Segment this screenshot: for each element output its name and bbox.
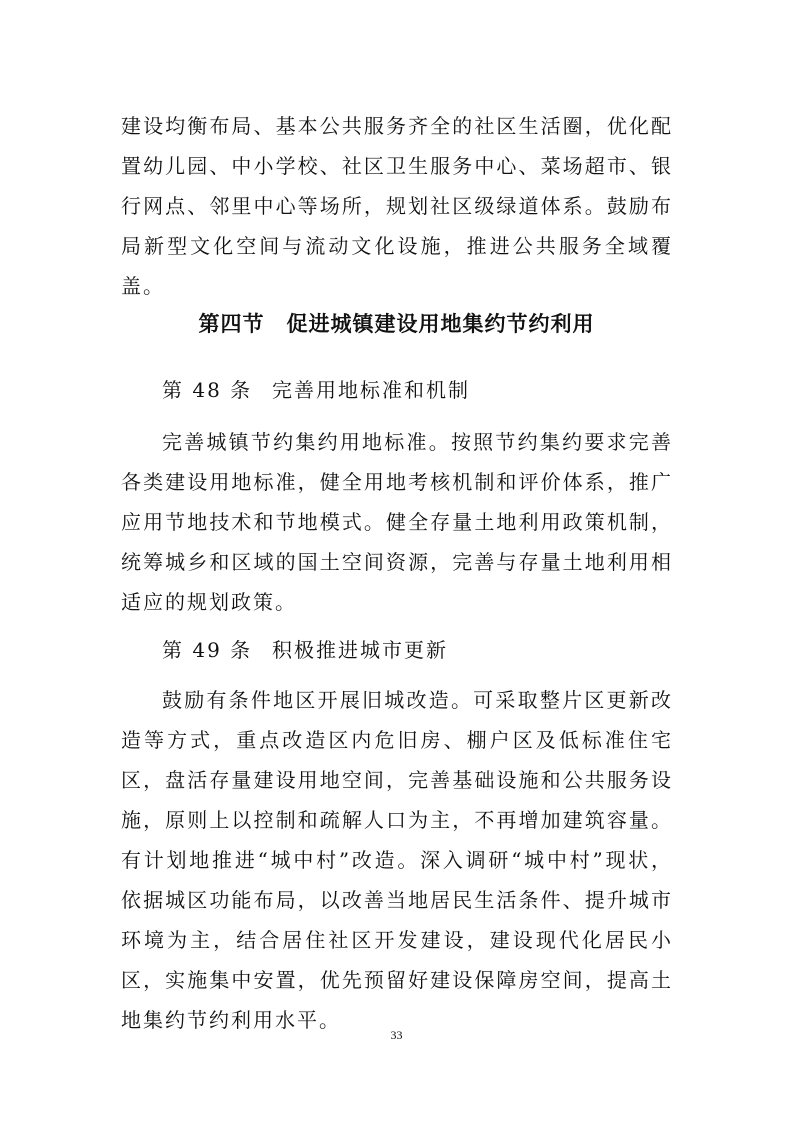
section-number: 第四节 <box>198 312 265 336</box>
article-number: 第 49 条 <box>162 638 253 662</box>
article-number: 第 48 条 <box>162 378 253 402</box>
article-title: 完善用地标准和机制 <box>272 378 470 402</box>
article-body-text: 完善城镇节约集约用地标准。按照节约集约要求完善各类建设用地标准，健全用地考核机制和评价体系，推广应用节地技术和节地模式。健全存量土地利用政策机制，统筹城乡和区域的国土空间资源，完善与存量土地利用相适应的规划政策。 <box>121 430 673 614</box>
section-heading <box>0 308 793 338</box>
article-title: 积极推进城市更新 <box>272 638 448 662</box>
article-body-text: 鼓励有条件地区开展旧城改造。可采取整片区更新改造等方式，重点改造区内危旧房、棚户区及低标准住宅区，盘活存量建设用地空间，完善基础设施和公共服务设施，原则上以控制和疏解人口为主，不再增加建筑容量。有计划地推进“城中村”改造。深入调研“城中村”现状，依据城区功能布局，以改善当地居民生活条件、提升城市环境为主，结合居住社区开发建设，建设现代化居民小区，实施集中安置，优先预留好建设保障房空间，提高土地集约节约利用水平。 <box>121 688 673 1032</box>
intro-paragraph: 建设均衡布局、基本公共服务齐全的社区生活圈，优化配置幼儿园、中小学校、社区卫生服务中心、菜场超市、银行网点、邻里中心等场所，规划社区级绿道体系。鼓励布局新型文化空间与流动文化设施，推进公共服务全域覆盖。 <box>121 114 673 298</box>
section-title: 促进城镇建设用地集约节约利用 <box>286 312 595 336</box>
article-48-body <box>121 422 673 622</box>
article-48-heading <box>162 370 470 410</box>
page-number: 33 <box>390 1028 403 1042</box>
article-49-body <box>121 680 673 1040</box>
article-49-heading <box>162 630 448 670</box>
